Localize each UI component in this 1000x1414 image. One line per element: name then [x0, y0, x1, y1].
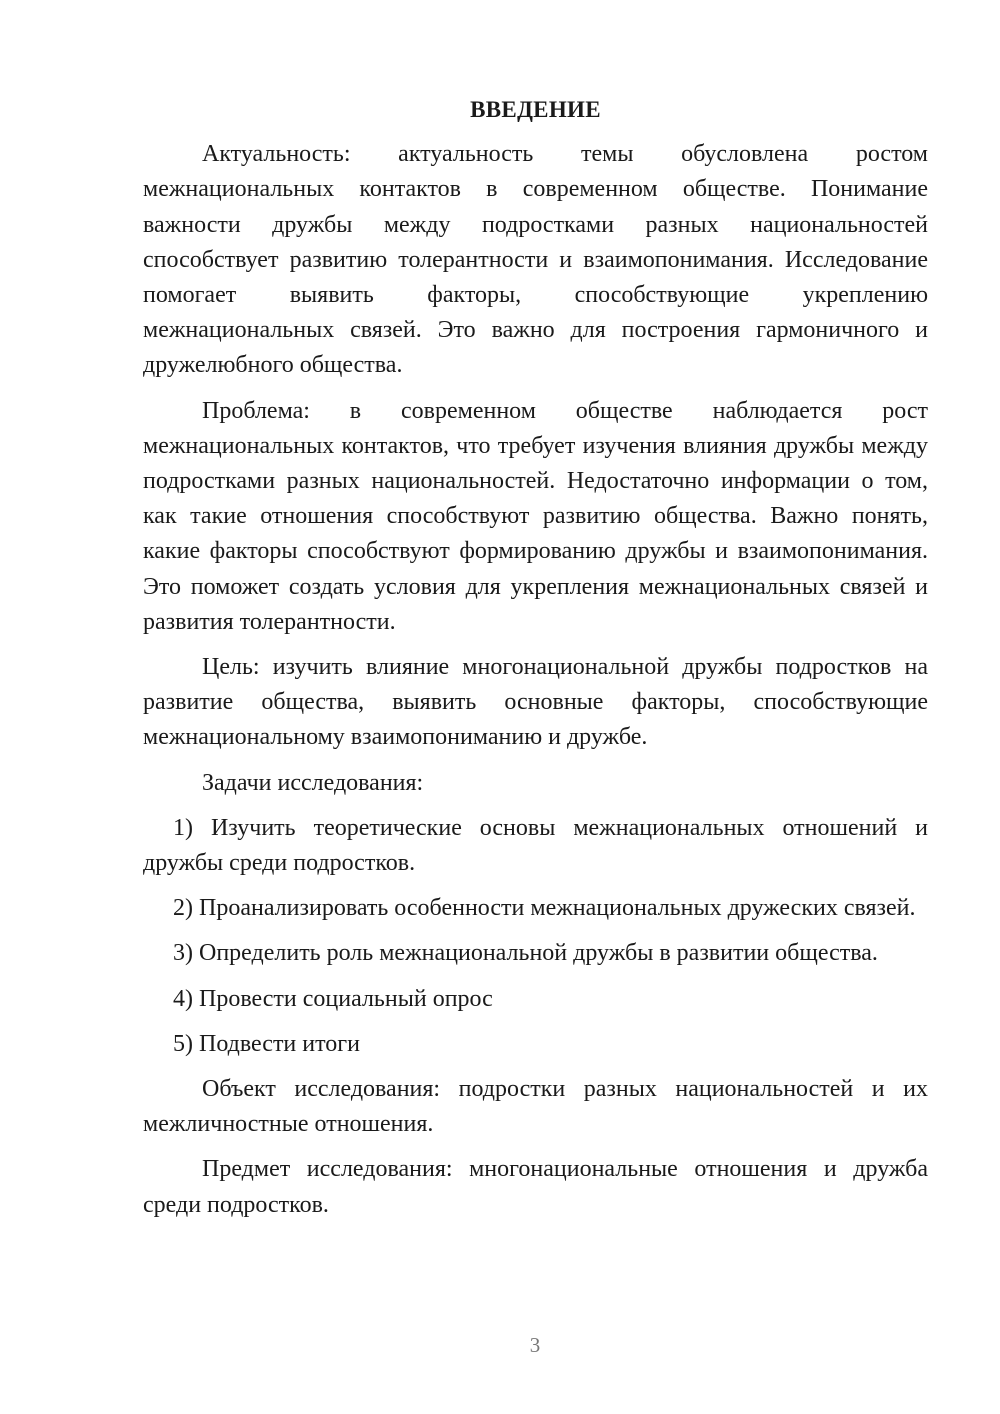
- task-item: 2) Проанализировать особенности межнациональных дружеских связей.: [173, 895, 916, 922]
- task-item: 1) Изучить теоретические основы межнациональных отношений и дружбы среди подростков.: [143, 814, 928, 877]
- object-paragraph: Объект исследования: подростки разных национальностей и их межличностные отношения.: [143, 1076, 928, 1138]
- subject-paragraph: Предмет исследования: многонациональные отношения и дружба среди подростков.: [143, 1156, 928, 1218]
- relevance-paragraph: Актуальность: актуальность темы обусловлена ростом межнациональных контактов в современном обществе. Понимание важности дружбы между подростками разных национальностей способствует развитию толерантности и взаимопонимания. Исследование помогает выявить факторы, способствующие укреплению межнациональных связей. Это важно для построения гармоничного и дружелюбного общества.: [143, 141, 928, 379]
- tasks-label: Задачи исследования:: [202, 769, 424, 796]
- problem-paragraph: Проблема: в современном обществе наблюдается рост межнациональных контактов, что требует изучения влияния дружбы между подростками разных национальностей. Недостаточно информации о том, как такие отношения способствуют развитию общества. Важно понять, какие факторы способствуют формированию дружбы и взаимопонимания. Это поможет создать условия для укрепления межнациональных связей и развития толерантности.: [143, 397, 928, 635]
- task-item: 3) Определить роль межнациональной дружбы в развитии общества.: [173, 940, 878, 967]
- page-content: [143, 92, 928, 1233]
- task-item: 5) Подвести итоги: [173, 1030, 360, 1057]
- page-number: 3: [529, 1333, 541, 1357]
- section-heading: ВВЕДЕНИЕ: [470, 97, 601, 122]
- goal-paragraph: Цель: изучить влияние многонациональной дружбы подростков на развитие общества, выявить основные факторы, способствующие межнациональному взаимопониманию и дружбе.: [143, 654, 928, 751]
- task-item: 4) Провести социальный опрос: [173, 985, 493, 1012]
